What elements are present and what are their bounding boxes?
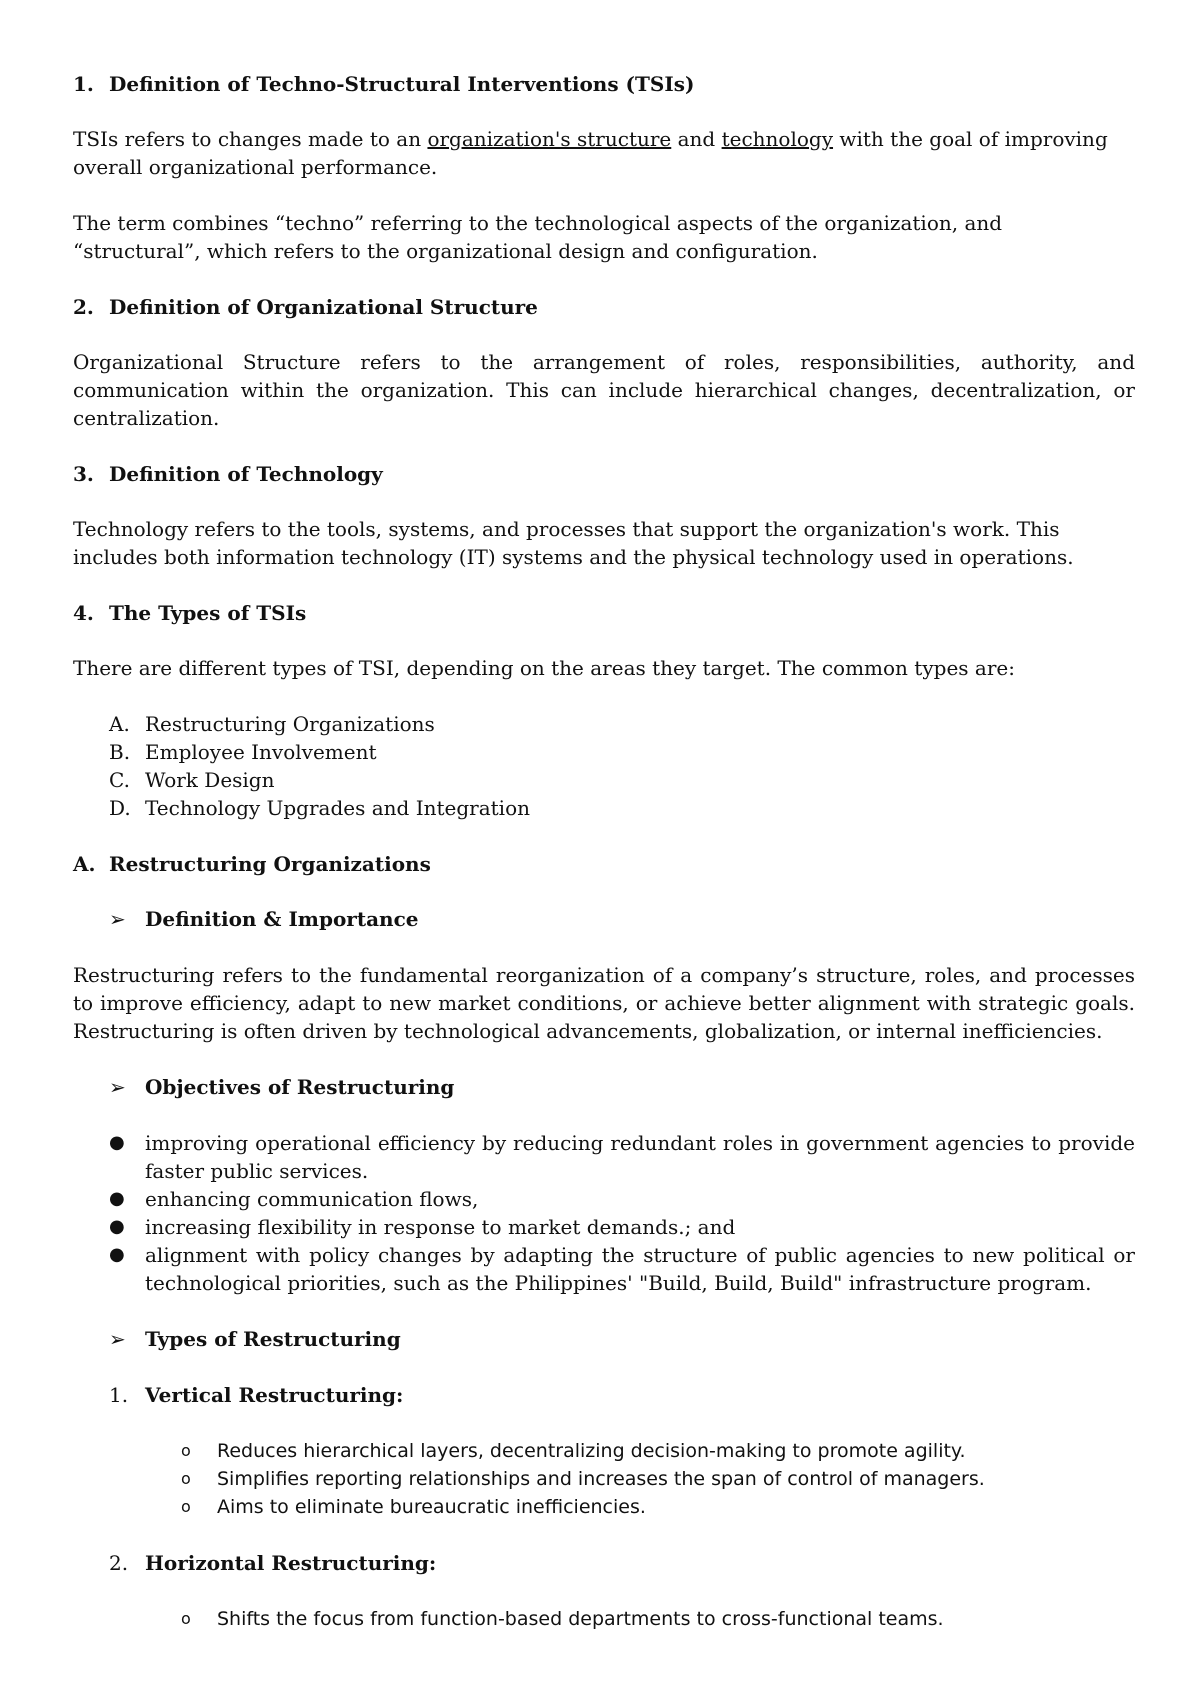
- restructuring-definition-paragraph: Restructuring refers to the fundamental reorganization of a company’s structure, roles, and processes to improve efficiency, adapt to new market conditions, or achieve better alignment with strategic goals. Restructuring is often driven by technological advancements, globalization, or internal inefficiencies.: [73, 963, 1135, 1043]
- tsi-types-list: [73, 710, 1135, 822]
- list-marker: A.: [109, 712, 130, 736]
- list-marker: 1.: [109, 1383, 129, 1407]
- types-intro-paragraph: There are different types of TSI, depending on the areas they target. The common types are:: [73, 656, 1015, 680]
- list-item: [109, 1213, 1135, 1241]
- section-number: A.: [73, 852, 96, 876]
- section-4-heading: [73, 599, 1135, 627]
- list-item: [109, 1185, 1135, 1213]
- circle-bullet-icon: o: [181, 1609, 191, 1628]
- circle-bullet-icon: o: [181, 1497, 191, 1516]
- circle-bullet-icon: o: [181, 1469, 191, 1488]
- arrow-bullet-icon: ➢: [109, 907, 126, 931]
- section-number: 2.: [73, 295, 94, 319]
- definition-importance-heading: [73, 905, 1135, 933]
- section-3-heading: [73, 460, 1135, 488]
- list-item: [181, 1465, 1135, 1493]
- arrow-bullet-icon: ➢: [109, 1327, 126, 1351]
- list-marker: B.: [109, 740, 131, 764]
- list-item: [109, 766, 1135, 794]
- vertical-restructuring-list: [73, 1437, 1135, 1521]
- text-run: TSIs refers to changes made to an: [73, 127, 428, 151]
- list-item-text: improving operational efficiency by reducing redundant roles in government agencies to provide faster public services.: [145, 1131, 1135, 1183]
- arrow-bullet-icon: ➢: [109, 1075, 126, 1099]
- objectives-list: [73, 1129, 1135, 1297]
- list-marker: C.: [109, 768, 130, 792]
- list-item-label: Technology Upgrades and Integration: [145, 796, 530, 820]
- horizontal-restructuring-heading: [73, 1549, 1135, 1577]
- list-item-label: Work Design: [145, 768, 275, 792]
- term-explanation-paragraph: The term combines “techno” referring to the technological aspects of the organization, and “structural”, which refers to the organizational design and configuration.: [73, 211, 1003, 263]
- list-item: [181, 1493, 1135, 1521]
- list-item-text: alignment with policy changes by adapting the structure of public agencies to new political or technological priorities, such as the Philippines' "Build, Build, Build" infrastructure program.: [145, 1243, 1135, 1295]
- org-structure-paragraph: Organizational Structure refers to the arrangement of roles, responsibilities, authority, and communication within the organization. This can include hierarchical changes, decentralization, or centralization.: [73, 350, 1135, 430]
- bullet-icon: ●: [109, 1244, 125, 1265]
- list-item: [181, 1437, 1135, 1465]
- tsi-definition-paragraph: [73, 125, 1135, 181]
- list-item: [109, 738, 1135, 766]
- list-item: [109, 710, 1135, 738]
- organization-structure-link[interactable]: organization's structure: [427, 127, 672, 151]
- section-title: Definition of Techno-Structural Interventions (TSIs): [109, 72, 695, 96]
- bullet-icon: ●: [109, 1188, 125, 1209]
- subheading-title: Definition & Importance: [145, 907, 419, 931]
- list-item-label: Employee Involvement: [145, 740, 377, 764]
- circle-bullet-icon: o: [181, 1441, 191, 1460]
- subheading-title: Types of Restructuring: [145, 1327, 401, 1351]
- list-item: [109, 1241, 1135, 1297]
- types-of-restructuring-heading: [73, 1325, 1135, 1353]
- bullet-icon: ●: [109, 1216, 125, 1237]
- subheading-title: Objectives of Restructuring: [145, 1075, 455, 1099]
- list-item: [181, 1605, 1135, 1633]
- objectives-heading: [73, 1073, 1135, 1101]
- subheading-title: Horizontal Restructuring:: [145, 1551, 437, 1575]
- section-2-heading: [73, 293, 1135, 321]
- bullet-icon: ●: [109, 1132, 125, 1153]
- list-marker: D.: [109, 796, 131, 820]
- section-a-heading: [73, 850, 1135, 878]
- list-item: [109, 794, 1135, 822]
- list-marker: 2.: [109, 1551, 129, 1575]
- section-number: 4.: [73, 601, 94, 625]
- list-item: [109, 1129, 1135, 1185]
- section-title: Definition of Organizational Structure: [109, 295, 538, 319]
- list-item-text: Shifts the focus from function-based departments to cross-functional teams.: [217, 1608, 944, 1630]
- list-item-text: enhancing communication flows,: [145, 1187, 479, 1211]
- list-item-text: increasing flexibility in response to market demands.; and: [145, 1215, 736, 1239]
- text-run: with the goal of improving overall organizational performance.: [73, 127, 1108, 179]
- technology-link[interactable]: technology: [721, 127, 834, 151]
- vertical-restructuring-heading: [73, 1381, 1135, 1409]
- list-item-label: Restructuring Organizations: [145, 712, 435, 736]
- list-item-text: Simplifies reporting relationships and increases the span of control of managers.: [217, 1468, 985, 1490]
- subheading-title: Vertical Restructuring:: [145, 1383, 404, 1407]
- text-run: and: [671, 127, 722, 151]
- section-number: 1.: [73, 72, 94, 96]
- horizontal-restructuring-list: [73, 1605, 1135, 1633]
- list-item-text: Aims to eliminate bureaucratic inefficiencies.: [217, 1496, 646, 1518]
- section-1-heading: [73, 70, 1135, 98]
- list-item-text: Reduces hierarchical layers, decentralizing decision-making to promote agility.: [217, 1440, 966, 1462]
- section-number: 3.: [73, 462, 94, 486]
- section-title: The Types of TSIs: [109, 601, 307, 625]
- technology-paragraph: Technology refers to the tools, systems, and processes that support the organization's work. This includes both information technology (IT) systems and the physical technology used in operations.: [73, 517, 1074, 569]
- section-title: Definition of Technology: [109, 462, 383, 486]
- section-title: Restructuring Organizations: [109, 852, 431, 876]
